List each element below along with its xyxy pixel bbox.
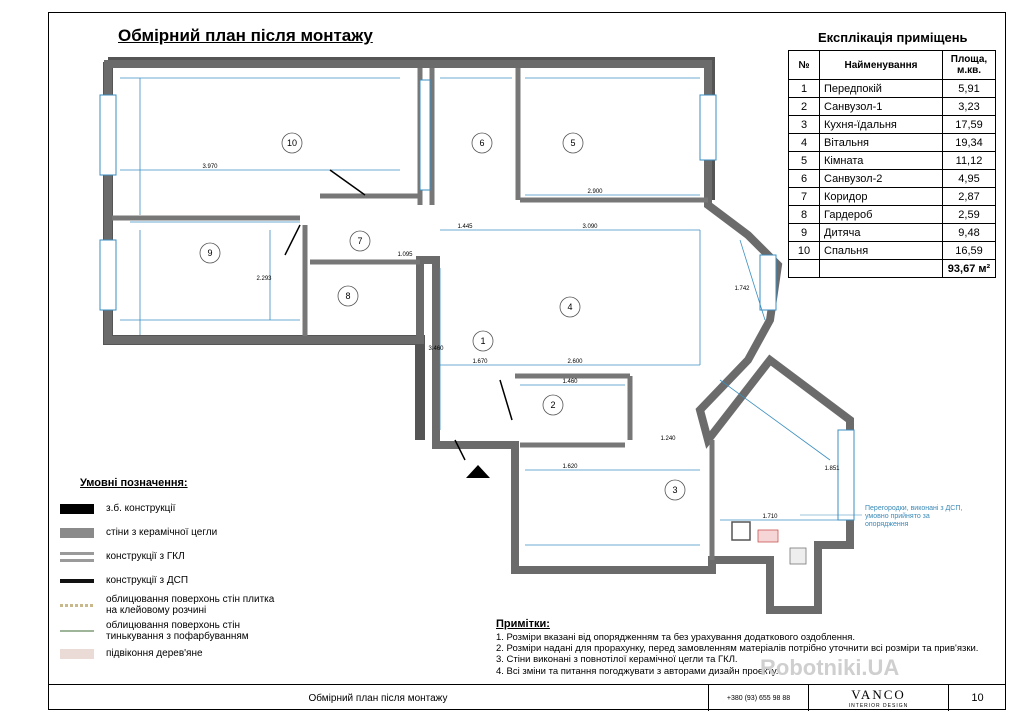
room-number: 5: [570, 138, 576, 148]
total-area: 93,67 м²: [943, 260, 996, 278]
room-number: 10: [286, 138, 298, 148]
dimension-label: 1.240: [660, 436, 676, 442]
legend-item: стіни з керамічної цегли: [60, 527, 217, 538]
legend-item: облицювання поверхонь стін тинькування з пофарбуванням: [60, 620, 276, 642]
footer-phone: +380 (93) 655 98 88: [708, 685, 808, 711]
table-row: 6 Санвузол-2 4,95: [789, 170, 996, 188]
dimension-label: 3.970: [202, 164, 218, 170]
outer-wall-left: [108, 62, 420, 440]
header-area: Площа, м.кв.: [943, 51, 996, 80]
legend-item: конструкції з ГКЛ: [60, 551, 185, 562]
dimension-label: 1.620: [562, 464, 578, 470]
room-number: 8: [345, 291, 351, 301]
dimension-label: 3.460: [428, 346, 444, 352]
room-number: 2: [550, 400, 556, 410]
legend-item: підвіконня дерев'яне: [60, 648, 203, 659]
partition-note: Перегородки, виконані з ДСП, умовно прийнято за опорядження: [865, 505, 963, 528]
table-row: 9 Дитяча 9,48: [789, 224, 996, 242]
footer-title: Обмірний план після монтажу: [308, 692, 448, 704]
table-total-row: [789, 260, 996, 278]
entrance-arrow-icon: [466, 465, 490, 478]
dimension-label: 1.445: [457, 224, 473, 230]
door: [500, 380, 512, 420]
room-number: 7: [357, 236, 363, 246]
table-row: 7 Коридор 2,87: [789, 188, 996, 206]
header-number: №: [789, 51, 820, 80]
title-block: [48, 684, 1006, 711]
dimension-label: 2.600: [567, 359, 583, 365]
table-row: 10 Спальня 16,59: [789, 242, 996, 260]
window: [760, 255, 776, 310]
dimension-label: 1.710: [762, 514, 778, 520]
legend-title: Умовні позначення:: [80, 477, 188, 489]
dimension-label: 1.095: [397, 252, 413, 258]
footer-brand: VANCO INTERIOR DESIGN: [808, 685, 948, 711]
window: [838, 430, 854, 520]
legend-item: облицювання поверхонь стін плитка на клейовому розчині: [60, 594, 276, 616]
explication-title: Експлікація приміщень: [818, 30, 968, 45]
table-row: 5 Кімната 11,12: [789, 152, 996, 170]
table-row: 1 Передпокій 5,91: [789, 80, 996, 98]
page-title: Обмірний план після монтажу: [118, 26, 373, 45]
watermark: Robotniki.UA: [760, 655, 900, 680]
dimension-label: 1.670: [472, 359, 488, 365]
notes-title: Примітки:: [496, 618, 550, 630]
table-row: 4 Вітальня 19,34: [789, 134, 996, 152]
outer-wall: [108, 62, 710, 200]
legend-item: конструкції з ДСП: [60, 575, 188, 586]
window: [100, 95, 116, 175]
room-number: 1: [480, 336, 486, 346]
window: [100, 240, 116, 310]
dimension-label: 3.090: [582, 224, 598, 230]
dimension-label: 1.851: [824, 466, 840, 472]
table-row: 2 Санвузол-1 3,23: [789, 98, 996, 116]
room-number: 4: [567, 302, 573, 312]
room-number: 3: [672, 485, 678, 495]
window: [700, 95, 716, 160]
header-name: Найменування: [820, 51, 943, 80]
door: [285, 225, 300, 255]
door: [330, 170, 365, 195]
table-row: 8 Гардероб 2,59: [789, 206, 996, 224]
dimension-label: 2.900: [587, 189, 603, 195]
window: [420, 80, 430, 190]
legend-item: з.б. конструкції: [60, 503, 175, 514]
dimension-label: 2.293: [256, 276, 272, 282]
explication-table: [788, 50, 996, 278]
table-row: 3 Кухня-їдальня 17,59: [789, 116, 996, 134]
notes: 1. Розміри вказані від опорядженням та без урахування додаткового оздоблення. 2. Розміри надані для прорахунку, перед замовленням матеріалів потрібно уточнити всі розміри та прив'язки. 3. Стіни виконані з повнотілої керамічної цегли та ГКЛ. 4. Всі зміни та питання погоджувати з авторами дизайн проекту.: [496, 632, 979, 677]
page-number: 10: [948, 685, 1006, 711]
room-number: 6: [479, 138, 485, 148]
dimension-label: 1.460: [562, 379, 578, 385]
room-number: 9: [207, 248, 213, 258]
dimension-label: 1.742: [734, 286, 750, 292]
